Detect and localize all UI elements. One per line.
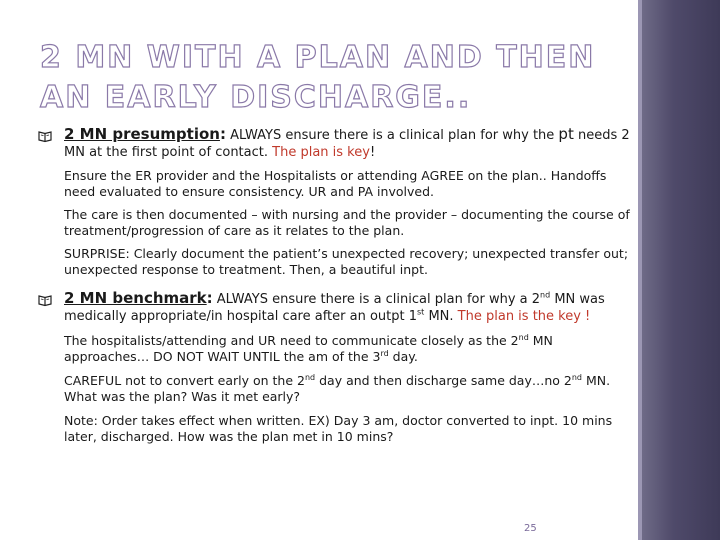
benchmark-text — [64, 290, 636, 325]
benchmark-p1-sup1: nd — [518, 332, 529, 342]
bullet-item-benchmark — [36, 290, 636, 445]
benchmark-p1-a: The hospitalists/attending and UR need to communicate closely as the 2 — [64, 333, 519, 348]
presumption-heading: 2 MN presumption — [64, 125, 220, 143]
benchmark-p2-sup2: nd — [571, 372, 583, 382]
book-bullet-icon — [38, 293, 52, 307]
presumption-paragraph-3: SURPRISE: Clearly document the patient’s unexpected recovery; unexpected transfer out; unexpected response to treatment. Then, a beautiful inpt. — [64, 246, 629, 277]
side-band — [642, 0, 720, 540]
benchmark-sup-a: nd — [540, 290, 551, 300]
slide-content — [36, 126, 636, 445]
presumption-paragraph-1: Ensure the ER provider and the Hospitalists or attending AGREE on the plan.. Handoffs need evaluated to ensure consistency. UR and PA involved. — [64, 168, 607, 199]
benchmark-p1-sup2: rd — [380, 348, 389, 358]
presumption-text — [64, 126, 636, 161]
benchmark-p1-b: MN approaches… DO NOT WAIT UNTIL the am of the 3 — [64, 333, 553, 364]
book-bullet-icon — [38, 129, 52, 143]
presumption-key-text: The plan is key — [272, 145, 370, 160]
presumption-paragraph-2: The care is then documented – with nursing and the provider – documenting the course of treatment/progression of care as it relates to the plan. — [64, 207, 630, 238]
benchmark-heading: 2 MN benchmark — [64, 289, 207, 307]
presumption-bang: ! — [369, 145, 376, 160]
benchmark-paragraph-3: Note: Order takes effect when written. EX) Day 3 am, doctor converted to inpt. 10 mins later, discharged. How was the plan met in 10 mins? — [64, 413, 613, 444]
bullet-item-presumption — [36, 126, 636, 278]
benchmark-paragraph-2 — [64, 373, 636, 405]
benchmark-paragraph-1 — [64, 333, 636, 365]
benchmark-p2-sup1: nd — [304, 372, 316, 382]
benchmark-p2-b: day and then discharge same day…no 2 — [315, 373, 572, 388]
presumption-colon: : — [219, 125, 226, 143]
page-number: 25 — [524, 523, 537, 534]
presumption-pt: pt — [558, 125, 574, 143]
benchmark-text-c: MN. — [424, 309, 458, 324]
presumption-text-b: needs 2 MN at the first point of contact. — [64, 128, 630, 160]
slide-title: 2 MN WITH A PLAN AND THEN AN EARLY DISCHARGE.. — [40, 40, 596, 115]
presumption-text-a: ALWAYS ensure there is a clinical plan for why the — [225, 128, 559, 143]
benchmark-p1-c: day. — [388, 349, 418, 364]
benchmark-key-text: The plan is the key ! — [457, 309, 591, 324]
benchmark-p2-c: MN. What was the plan? Was it met early? — [64, 373, 611, 404]
benchmark-p2-a: CAREFUL not to convert early on the 2 — [64, 373, 305, 388]
benchmark-sup-b: st — [417, 307, 425, 317]
benchmark-colon: : — [206, 289, 213, 307]
benchmark-text-a: ALWAYS ensure there is a clinical plan for why a 2 — [212, 292, 541, 307]
benchmark-text-b: MN was medically appropriate/in hospital care after an outpt 1 — [64, 292, 605, 324]
